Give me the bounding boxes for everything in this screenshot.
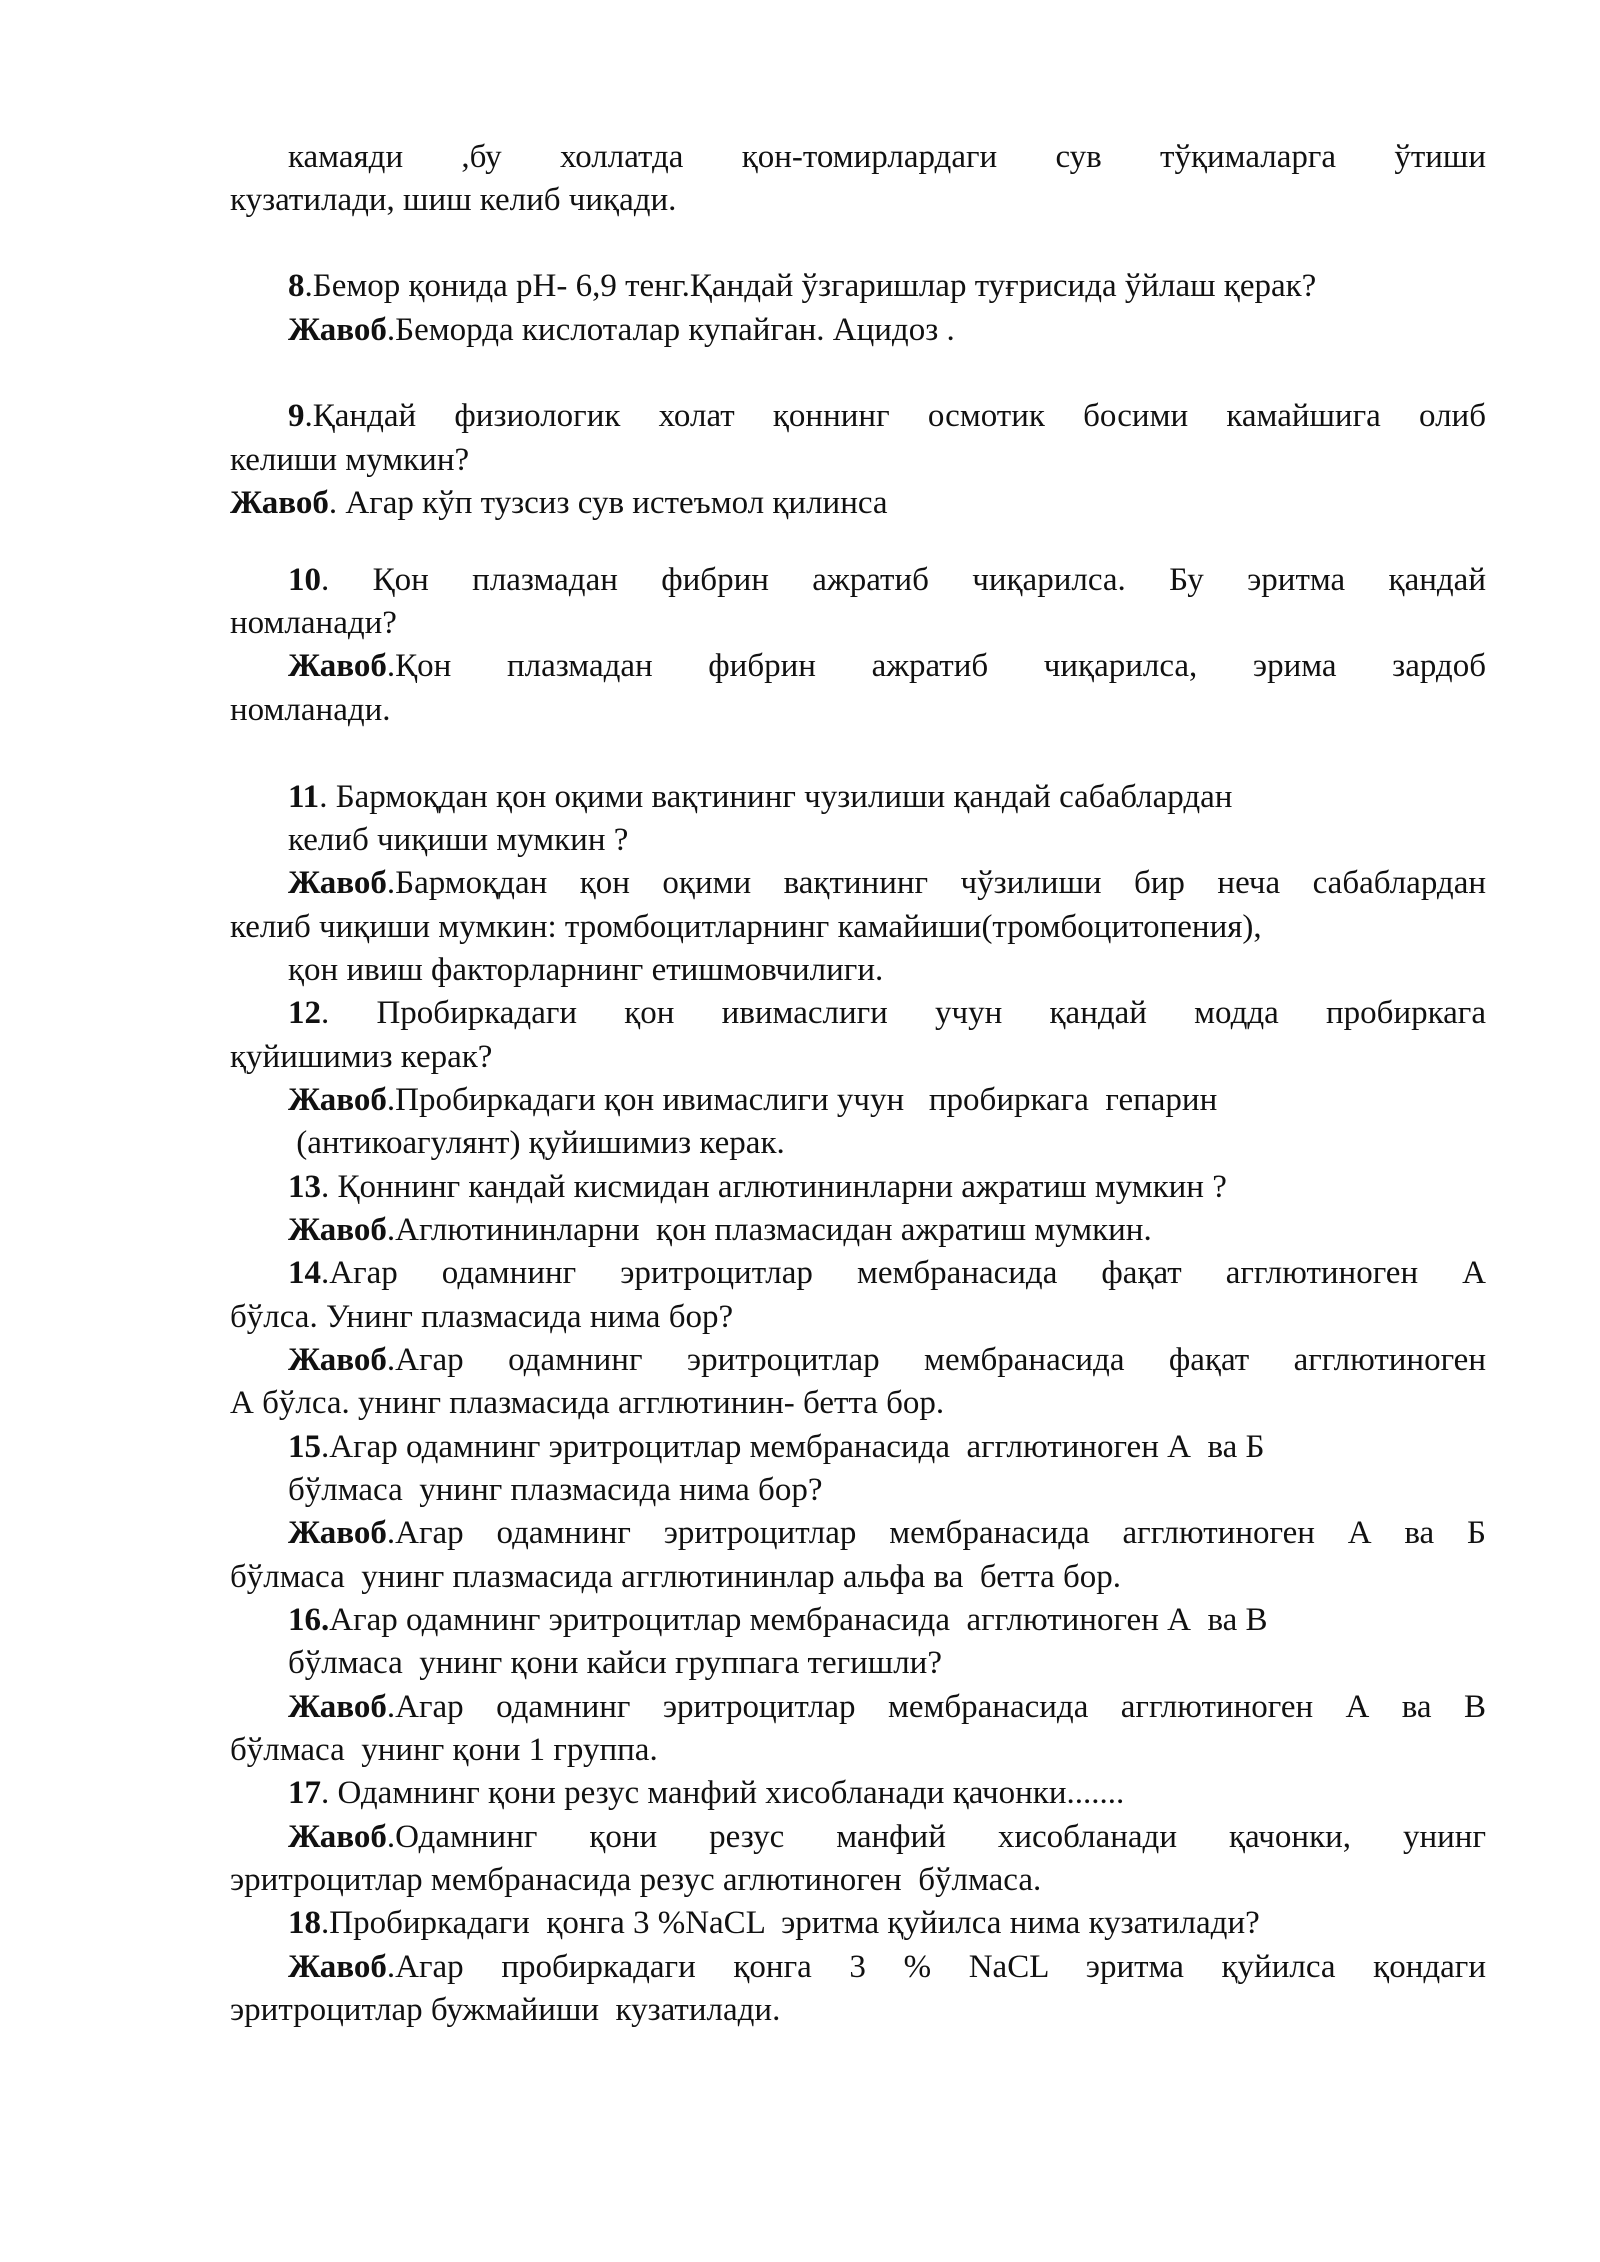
text-line [288,1600,1486,1640]
text-line [230,1297,1486,1337]
text-line [288,1210,1486,1250]
question-label: Жавоб [288,1342,387,1378]
text-line [288,777,1486,817]
line-text: келиши мумкин? [230,442,470,478]
question-label: Жавоб [288,865,387,901]
question-label: Жавоб [288,312,387,348]
text-line [230,440,1486,480]
text-line [230,690,1486,730]
text-line [288,1470,1486,1510]
text-line [230,907,1486,947]
line-text: эритроцитлар бужмайиши кузатилади. [230,1992,781,2028]
line-text: .Бемор қонида рН- 6,9 тенг.Қандай ўзгаришлар туғрисида ўйлаш қерак? [304,268,1317,304]
text-line [288,1903,1486,1943]
question-label: 17 [288,1775,321,1811]
question-label: 16. [288,1602,330,1638]
question-label: Жавоб [288,648,387,684]
line-text: . Қоннинг кандай кисмидан аглютининларни ажратиш мумкин ? [321,1169,1227,1205]
text-line [230,1037,1486,1077]
text-line [230,1557,1486,1597]
text-line [288,1687,1486,1727]
line-text: келиб чиқиши мумкин: тромбоцитларнинг камайиши(тромбоцитопения), [230,909,1262,945]
text-line [288,1947,1486,1987]
question-label: 13 [288,1169,321,1205]
question-label: Жавоб [288,1082,387,1118]
line-text: . Бармоқдан қон оқими вақтининг чузилиши қандай сабаблардан [319,779,1233,815]
text-line [230,1990,1486,2030]
line-text: .Қандай физиологик холат қоннинг осмотик босими камайшига олиб [304,398,1486,434]
line-text: бўлмаса унинг қони 1 группа. [230,1732,658,1768]
question-label: Жавоб [288,1689,387,1725]
line-text: бўлмаса унинг қони кайси группага тегишли? [288,1645,942,1681]
line-text: .Қон плазмадан фибрин ажратиб чиқарилса, эрима зардоб [386,648,1486,684]
line-text: (антикоагулянт) қуйишимиз керак. [288,1125,785,1161]
text-line [288,646,1486,686]
text-line [288,137,1486,177]
line-text: . Одамнинг қони резус манфий хисобланади қачонки....... [321,1775,1125,1811]
line-text: .Одамнинг қони резус манфий хисобланади қачонки, унинг [386,1819,1486,1855]
question-label: Жавоб [230,485,329,521]
line-text: бўлса. Унинг плазмасида нима бор? [230,1299,734,1335]
text-line [288,1340,1486,1380]
question-label: 18 [288,1905,321,1941]
line-text: .Пробиркадаги қонга 3 %NaCL эритма қуйилса нима кузатилади? [321,1905,1260,1941]
question-label: 11 [288,779,320,815]
question-label: 10 [288,562,321,598]
line-text: .Агар одамнинг эритроцитлар мембранасида агглютиноген А ва Б [386,1515,1486,1551]
text-line [288,1123,1486,1163]
text-line [288,1643,1486,1683]
question-label: Жавоб [288,1515,387,1551]
question-label: Жавоб [288,1949,387,1985]
line-text: .Аглютининларни қон плазмасидан ажратиш мумкин. [386,1212,1152,1248]
line-text: қуйишимиз керак? [230,1039,493,1075]
text-line [288,950,1486,990]
text-line [230,180,1486,220]
text-line [288,1253,1486,1293]
text-line [288,1427,1486,1467]
text-line [288,266,1486,306]
line-text: бўлмаса унинг плазмасида нима бор? [288,1472,823,1508]
line-text: . Пробиркадаги қон ивимаслиги учун қандай модда пробиркага [321,995,1486,1031]
text-line [288,1513,1486,1553]
text-line [230,483,1486,523]
question-label: 15 [288,1429,321,1465]
text-line [288,820,1486,860]
question-label: Жавоб [288,1819,387,1855]
text-line [230,1730,1486,1770]
text-line [288,1167,1486,1207]
line-text: келиб чиқиши мумкин ? [288,822,629,858]
text-line [288,863,1486,903]
line-text: эритроцитлар мембранасида резус аглютиноген бўлмаса. [230,1862,1042,1898]
line-text: .Беморда кислоталар купайган. Ацидоз . [386,312,955,348]
line-text: .Пробиркадаги қон ивимаслиги учун пробиркага гепарин [386,1082,1218,1118]
text-line [288,1080,1486,1120]
text-line [288,993,1486,1033]
line-text: Агар одамнинг эритроцитлар мембранасида агглютиноген А ва В [329,1602,1268,1638]
line-text: камаяди ,бу холлатда қон-томирлардаги сув тўқималарга ўтиши [288,139,1486,175]
line-text: .Агар одамнинг эритроцитлар мембранасида агглютиноген А ва Б [321,1429,1265,1465]
question-label: 9 [288,398,305,434]
text-line [230,1860,1486,1900]
line-text: бўлмаса унинг плазмасида агглютининлар альфа ва бетта бор. [230,1559,1122,1595]
text-line [288,396,1486,436]
line-text: кузатилади, шиш келиб чиқади. [230,182,677,218]
question-label: Жавоб [288,1212,387,1248]
text-line [288,310,1486,350]
line-text: .Бармоқдан қон оқими вақтининг чўзилиши бир неча сабаблардан [386,865,1486,901]
question-label: 12 [288,995,321,1031]
line-text: .Агар одамнинг эритроцитлар мембранасида агглютиноген А ва В [386,1689,1486,1725]
line-text: . Агар кўп тузсиз сув истеъмол қилинса [328,485,888,521]
line-text: .Агар пробиркадаги қонга 3 % NaCL эритма қуйилса қондаги [386,1949,1486,1985]
text-line [230,603,1486,643]
text-line [288,1773,1486,1813]
line-text: А бўлса. унинг плазмасида агглютинин- бетта бор. [230,1385,945,1421]
line-text: қон ивиш факторларнинг етишмовчилиги. [288,952,884,988]
question-label: 8 [288,268,305,304]
line-text: .Агар одамнинг эритроцитлар мембранасида фақат агглютиноген [386,1342,1486,1378]
line-text: . Қон плазмадан фибрин ажратиб чиқарилса. Бу эритма қандай [321,562,1486,598]
line-text: номланади. [230,692,391,728]
text-line [288,560,1486,600]
line-text: номланади? [230,605,397,641]
question-label: 14 [288,1255,321,1291]
line-text: .Агар одамнинг эритроцитлар мембранасида фақат агглютиноген А [321,1255,1486,1291]
text-line [230,1383,1486,1423]
text-line [288,1817,1486,1857]
